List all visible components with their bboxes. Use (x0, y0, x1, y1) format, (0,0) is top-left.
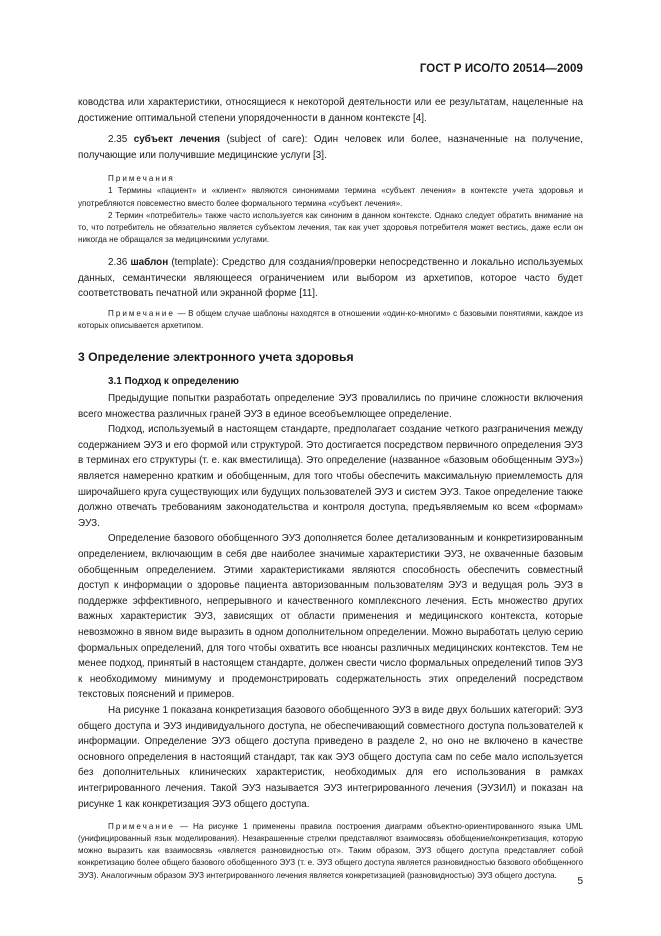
notes-title: Примечания (108, 174, 175, 184)
document-body (78, 95, 583, 882)
definition-term: шаблон (130, 256, 169, 268)
standard-header: ГОСТ Р ИСО/ТО 20514—2009 (419, 63, 583, 75)
note-text: — На рисунке 1 применены правила построения диаграмм объектно-ориентированного языка UML (унифицированный язык моделирования). Незакрашенные стрелки представляют взаимосвязь обобщение/конкретизация, которую можно выразить как взаимосвязь «является разновидностью от». Таким образом, ЭУЗ общего доступа представляет собой конкретизацию более общего базового обобщенного ЭУЗ (т. е. ЭУЗ общего доступа является разновидностью базового обобщенного ЭУЗ). Аналогичным образом ЭУЗ интегрированного лечения является конкретизацией (разновидностью) ЭУЗ общего доступа. (78, 822, 583, 880)
definition-number: 2.35 (108, 134, 128, 146)
definition-text: (subject of care): Один человек или более, назначенные на получение, получающие или получившие медицинские услуги [3]. (78, 134, 584, 161)
definition-text: (template): Средство для создания/проверки непосредственно и локально используемых данных, семантически являющееся ограничением или выбором из архетипов, которое часто будет соответствовать печатной или экранной форме [11]. (78, 256, 583, 300)
note-label: Примечание (108, 822, 175, 832)
paragraph-3: Определение базового обобщенного ЭУЗ дополняется более детализованным и конкретизированным определением, включающим в себя две наиболее значимые характеристики ЭУЗ, не охваченные базовым обобщенным определением. Этими характеристиками являются способность обеспечить совместный доступ к информации о здоровье пациента авторизованным пользователям ЭУЗ и ведущая роль ЭУЗ в поддержке эффективного, непрерывного и качественного комплексного лечения. Есть множество других важных характеристик ЭУЗ, зависящих от области применения и медицинского контекста, которые невозможно в явном виде выразить в одном дополнительном определении. Можно выработать целую серию формальных определений, для того чтобы охватить все нюансы различных медицинских контекстов. Тем не менее подход, принятый в настоящем стандарте, должен свести число формальных определений типов ЭУЗ к необходимому минимуму и продемонстрировать содержательность этих определений посредством текстовых пояснений и примеров. (78, 533, 583, 701)
note-text: — В общем случае шаблоны находятся в отношении «один-ко-многим» с базовыми понятиями, каждое из которых описывается архетипом. (78, 308, 583, 330)
definition-term: субъект лечения (133, 134, 220, 146)
continued-paragraph: ководства или характеристики, относящиеся к некоторой деятельности или ее результатам, нацеленные на достижение оптимальной степени упорядоченности в данном контексте [4]. (78, 97, 583, 124)
final-note (78, 821, 583, 881)
note-1: 1 Термины «пациент» и «клиент» являются синонимами термина «субъект лечения» в контексте учета здоровья и употребляются повсеместно вместо более формального термина «субъект лечения». (78, 186, 583, 208)
definition-2-35 (78, 132, 583, 163)
section-3-1-heading: 3.1 Подход к определению (108, 375, 239, 387)
note-2-36 (78, 308, 583, 332)
note-label: Примечание (108, 308, 175, 318)
note-2: 2 Термин «потребитель» также часто используется как синоним в данном контексте. Однако следует обратить внимание на то, что потребитель не обязательно является субъектом лечения, так как учет здоровья потребителя может вестись, даже если он никогда не обращался за медицинскими услугами. (78, 210, 583, 244)
definition-number: 2.36 (108, 256, 128, 268)
paragraph-2: Подход, используемый в настоящем стандарте, предполагает создание четкого разграничения между содержанием ЭУЗ и его формой или структурой. Это достигается посредством первичного определения ЭУЗ в терминах его структуры (т. е. как вместилища). Это определение (названное «базовым обобщенным ЭУЗ») является намеренно кратким и обобщенным, для того чтобы обеспечить максимальную приемлемость для широчайшего круга существующих или будущих пользователей ЭУЗ и систем ЭУЗ. Такое определение также должно отвечать требованиям законодательства и контроля доступа, предъявляемым ко всем «формам» ЭУЗ. (78, 424, 583, 529)
definition-2-36 (78, 255, 583, 302)
paragraph-4: На рисунке 1 показана конкретизация базового обобщенного ЭУЗ в виде двух больших категорий: ЭУЗ общего доступа и ЭУЗ индивидуального доступа, не обеспечивающий совместного доступа пользователей к информации. Определение ЭУЗ общего доступа приведено в разделе 2, но оно не включено в качестве основного определения в настоящий стандарт, так как ЭУЗ общего доступа сам по себе мало используется без дополнительных клинических характеристик, необходимых для его использования в рамках интегрированного лечения. Такой ЭУЗ называется ЭУЗ интегрированного лечения (ЭУЗИЛ) и показан на рисунке 1 как конкретизация ЭУЗ общего доступа. (78, 704, 583, 810)
section-3-heading: 3 Определение электронного учета здоровья (78, 349, 354, 364)
paragraph-1: Предыдущие попытки разработать определение ЭУЗ провалились по причине сложности включения всего множества различных граней ЭУЗ в единое всеобъемлющее определение. (78, 393, 583, 420)
page-number: 5 (577, 876, 583, 887)
